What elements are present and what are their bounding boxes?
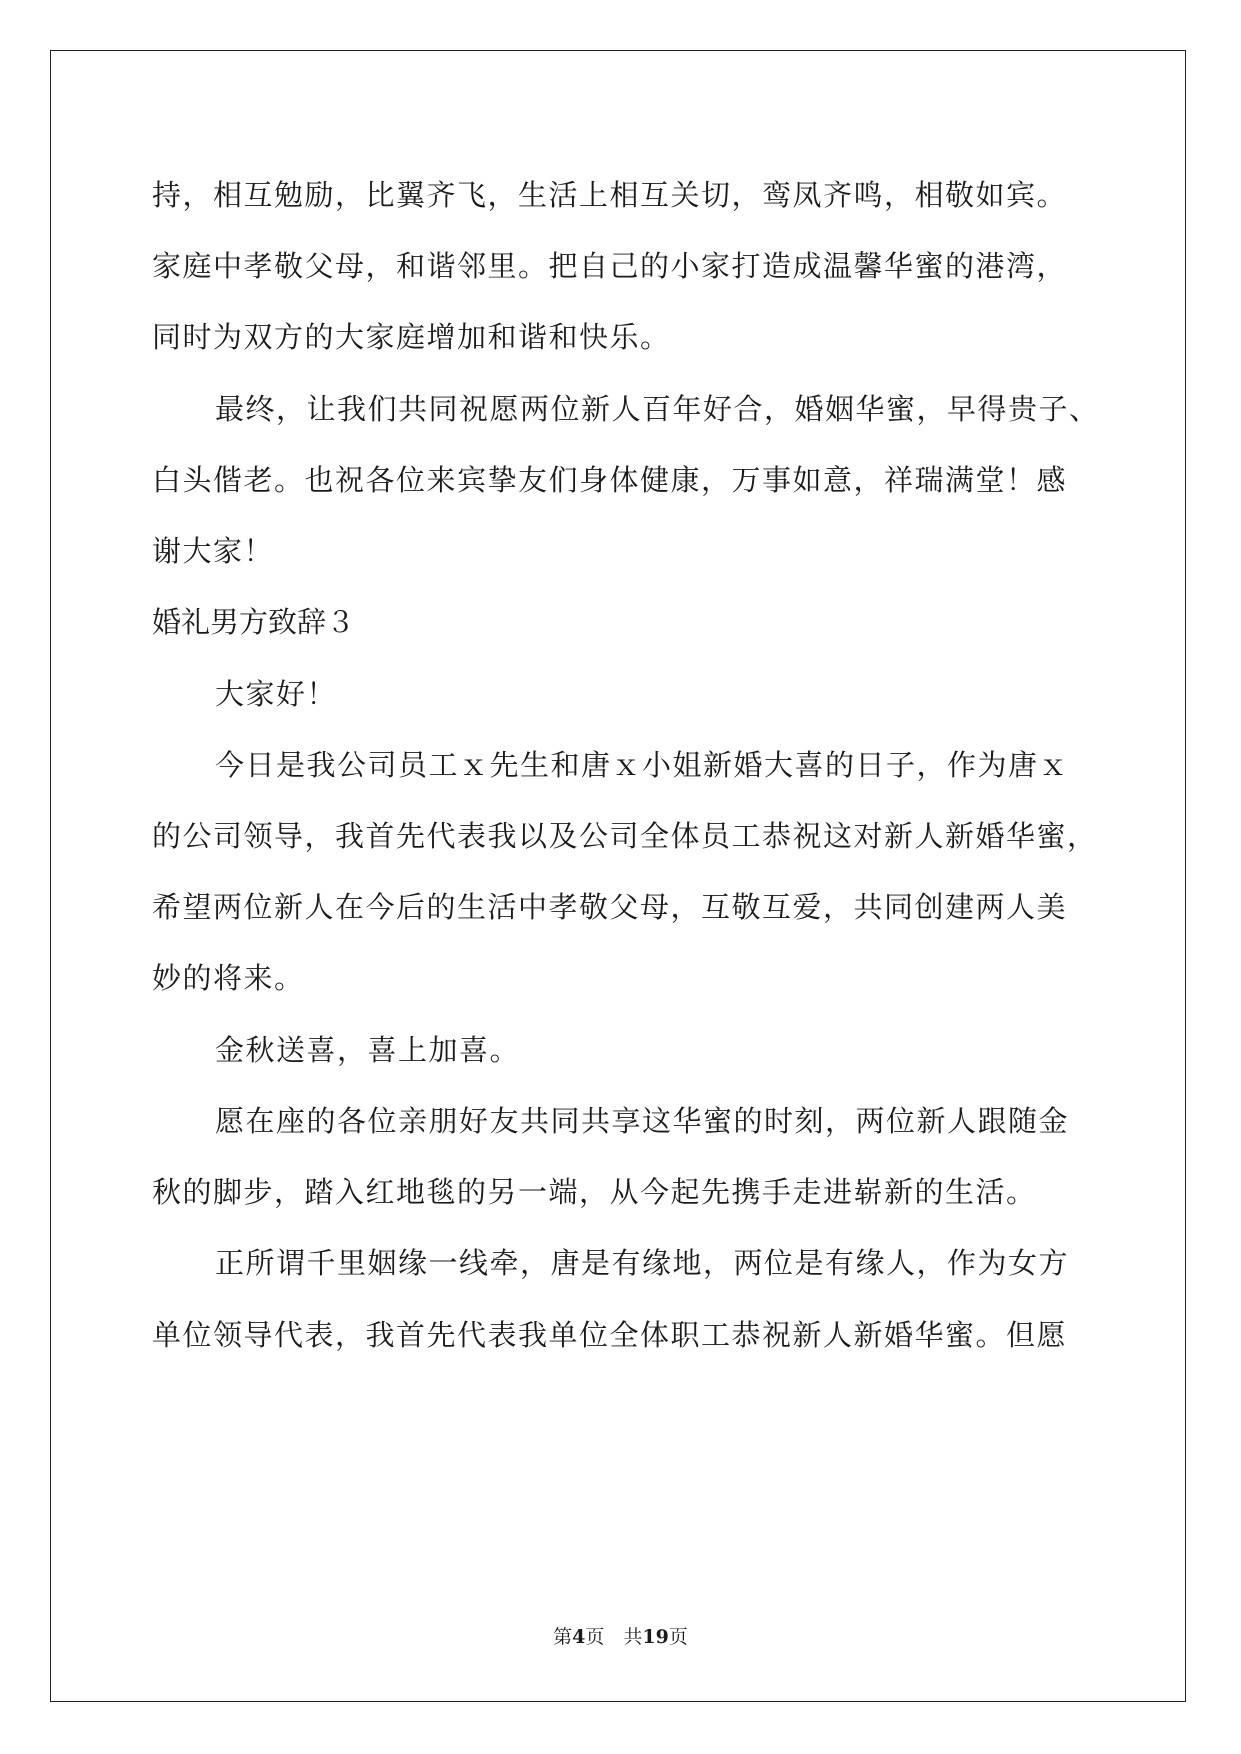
text-line: 持，相互勉励，比翼齐飞，生活上相互关切，鸾凤齐鸣，相敬如宾。 xyxy=(152,178,1068,212)
text-line: 白头偕老。也祝各位来宾挚友们身体健康，万事如意，祥瑞满堂！感 xyxy=(152,463,1068,497)
text-line: 的公司领导，我首先代表我以及公司全体员工恭祝这对新人新婚华蜜， xyxy=(152,819,1098,853)
paragraph-start: 正所谓千里姻缘一线牵，唐是有缘地，两位是有缘人，作为女方 xyxy=(215,1246,1070,1280)
paragraph-start: 最终，让我们共同祝愿两位新人百年好合，婚姻华蜜，早得贵子、 xyxy=(215,392,1100,426)
text-line: 家庭中孝敬父母，和谐邻里。把自己的小家打造成温馨华蜜的港湾， xyxy=(152,249,1068,283)
paragraph-start: 金秋送喜，喜上加喜。 xyxy=(215,1033,521,1067)
text-line: 希望两位新人在今后的生活中孝敬父母，互敬互爱，共同创建两人美 xyxy=(152,890,1068,924)
paragraph-start: 今日是我公司员工ｘ先生和唐ｘ小姐新婚大喜的日子，作为唐ｘ xyxy=(215,748,1070,782)
text-line: 单位领导代表，我首先代表我单位全体职工恭祝新人新婚华蜜。但愿 xyxy=(152,1318,1068,1352)
page-border xyxy=(50,50,1186,1702)
page-footer xyxy=(0,1624,1241,1650)
text-line: 谢大家！ xyxy=(152,534,275,568)
text-line: 秋的脚步，踏入红地毯的另一端，从今起先携手走进崭新的生活。 xyxy=(152,1175,1037,1209)
current-page-number: 4 xyxy=(572,1626,586,1648)
text-line: 同时为双方的大家庭增加和谐和快乐。 xyxy=(152,320,671,354)
footer-suffix: 页 xyxy=(668,1626,688,1648)
text-line: 妙的将来。 xyxy=(152,961,305,995)
total-page-number: 19 xyxy=(642,1626,669,1648)
paragraph-start: 大家好！ xyxy=(215,677,338,711)
section-heading: 婚礼男方致辞３ xyxy=(152,605,356,639)
footer-prefix: 第 xyxy=(553,1626,573,1648)
paragraph-start: 愿在座的各位亲朋好友共同共享这华蜜的时刻，两位新人跟随金 xyxy=(215,1104,1070,1138)
footer-mid: 页 共 xyxy=(585,1626,643,1648)
